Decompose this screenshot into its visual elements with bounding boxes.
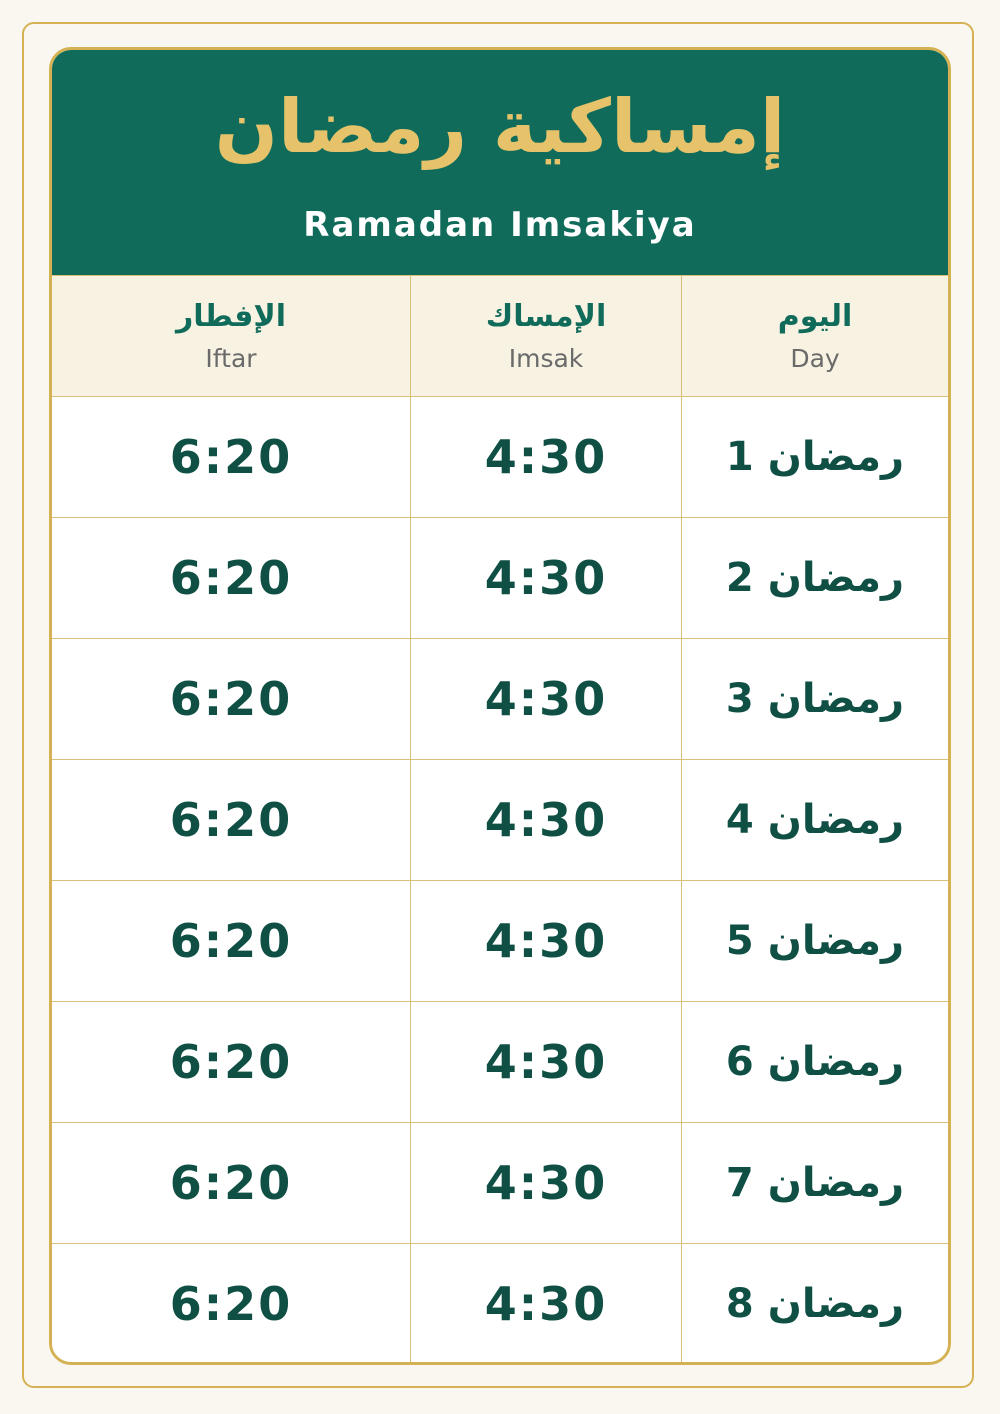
imsak-cell [411,638,682,759]
iftar-time: 6:20 [169,430,293,484]
iftar-time: 6:20 [169,1156,293,1210]
day-cell [682,638,948,759]
day-label: رمضان 1 [725,434,905,480]
imsak-cell [411,396,682,517]
column-header-ar: الإمساك [485,299,607,334]
column-header-en: Iftar [205,344,257,373]
imsak-time: 4:30 [484,914,608,968]
imsak-cell [411,1001,682,1122]
column-header-day [682,275,948,396]
iftar-time: 6:20 [169,551,293,605]
day-cell [682,1122,948,1243]
iftar-time: 6:20 [169,793,293,847]
day-label: رمضان 8 [725,1281,905,1327]
day-cell [682,880,948,1001]
iftar-cell [52,1001,411,1122]
iftar-time: 6:20 [169,914,293,968]
day-cell [682,396,948,517]
imsak-time: 4:30 [484,793,608,847]
column-header-en: Imsak [508,344,584,373]
imsak-cell [411,517,682,638]
day-label: رمضان 6 [725,1039,905,1085]
iftar-cell [52,638,411,759]
imsak-time: 4:30 [484,430,608,484]
imsak-time: 4:30 [484,672,608,726]
day-cell [682,1243,948,1364]
day-label: رمضان 4 [725,797,905,843]
iftar-cell [52,1122,411,1243]
imsak-cell [411,1122,682,1243]
imsak-cell [411,1243,682,1364]
day-cell [682,1001,948,1122]
imsak-time: 4:30 [484,1156,608,1210]
imsak-cell [411,880,682,1001]
day-cell [682,517,948,638]
iftar-cell [52,759,411,880]
day-label: رمضان 2 [725,555,905,601]
imsakiya-card [49,47,951,1365]
schedule-table [52,275,948,1364]
iftar-cell [52,517,411,638]
day-cell [682,759,948,880]
iftar-time: 6:20 [169,1035,293,1089]
column-header-en: Day [790,344,840,373]
imsak-time: 4:30 [484,551,608,605]
column-header-ar: اليوم [777,299,853,334]
column-header-iftar [52,275,411,396]
imsak-cell [411,759,682,880]
imsak-time: 4:30 [484,1277,608,1331]
imsak-time: 4:30 [484,1035,608,1089]
column-header-imsak [411,275,682,396]
iftar-cell [52,880,411,1001]
iftar-cell [52,1243,411,1364]
iftar-cell [52,396,411,517]
arabic-title: إمساكية رمضان [214,84,786,170]
title-banner [52,50,948,275]
iftar-time: 6:20 [169,672,293,726]
day-label: رمضان 5 [725,918,905,964]
column-header-ar: الإفطار [175,299,287,334]
day-label: رمضان 3 [725,676,905,722]
day-label: رمضان 7 [725,1160,905,1206]
english-title: Ramadan Imsakiya [303,205,697,245]
iftar-time: 6:20 [169,1277,293,1331]
